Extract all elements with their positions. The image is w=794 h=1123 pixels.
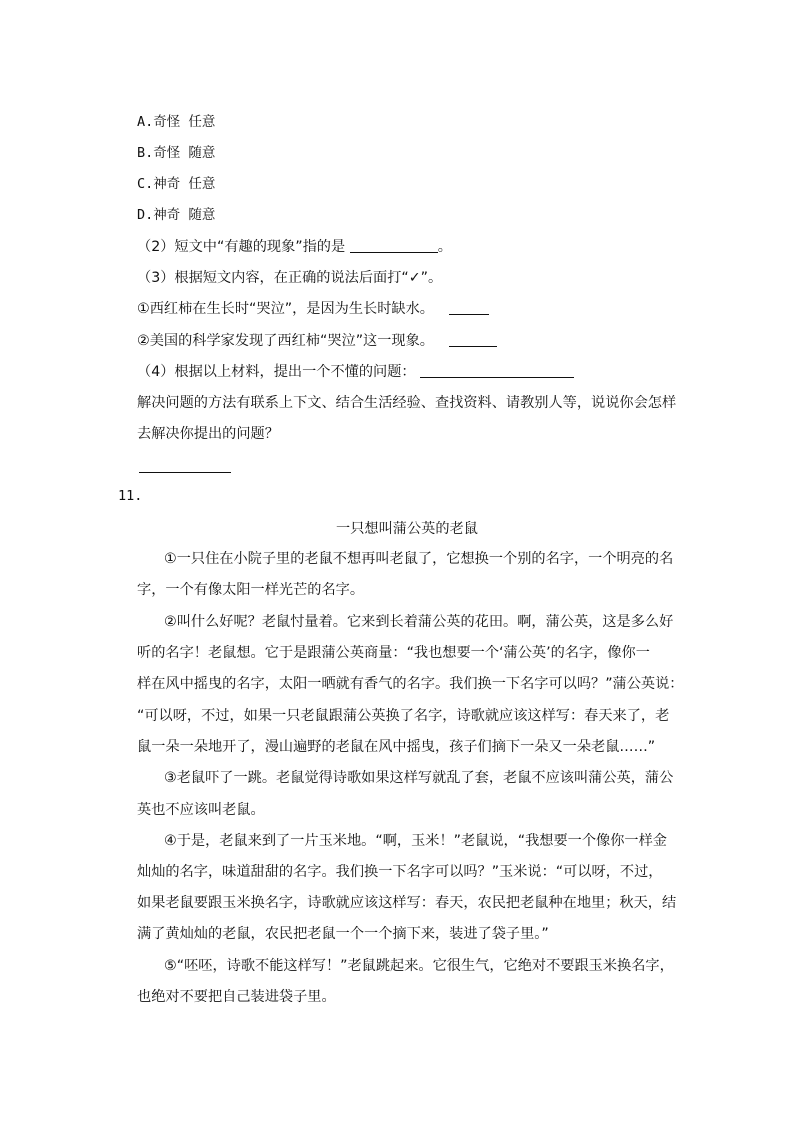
statement-text: ②美国的科学家发现了西红柿“哭泣”这一现象。	[137, 333, 434, 349]
passage-line: ⑤“呸呸，诗歌不能这样写！”老鼠跳起来。它很生气，它绝对不要跟玉米换名字，	[164, 958, 674, 974]
question-4-prompt-line-1: 解决问题的方法有联系上下文、结合生活经验、查找资料、请教别人等，说说你会怎样	[137, 395, 677, 411]
passage-line: 满了黄灿灿的老鼠，农民把老鼠一个一个摘下来，装进了袋子里。”	[137, 926, 549, 942]
statement-text: ①西红柿在生长时“哭泣”，是因为生长时缺水。	[137, 301, 434, 317]
passage-line: ④于是，老鼠来到了一片玉米地。“啊，玉米！”老鼠说，“我想要一个像你一样金	[164, 833, 667, 849]
passage-title: 一只想叫蒲公英的老鼠	[336, 521, 478, 537]
option-c	[137, 174, 215, 194]
passage-line: “可以呀，不过，如果一只老鼠跟蒲公英换了名字，诗歌就应该这样写：春天来了，老	[137, 708, 670, 724]
passage-line: 字，一个有像太阳一样光芒的名字。	[137, 582, 365, 598]
passage-line: 灿灿的名字，味道甜甜的名字。我们换一下名字可以吗？”玉米说：“可以呀，不过，	[137, 864, 663, 880]
passage-line: 也绝对不要把自己装进袋子里。	[137, 989, 336, 1005]
question-4-text: （4）根据以上材料，提出一个不懂的问题：	[137, 364, 416, 380]
answer-blank[interactable]	[449, 300, 489, 315]
question-3-item-2	[137, 331, 497, 351]
question-2	[137, 237, 452, 257]
question-number: 11.	[118, 488, 143, 504]
question-3-item-1	[137, 299, 489, 319]
passage-line: ②叫什么好呢？老鼠忖量着。它来到长着蒲公英的花田。啊，蒲公英，这是多么好	[164, 614, 674, 630]
question-4	[137, 362, 574, 382]
option-a	[137, 112, 215, 132]
passage-line: ③老鼠吓了一跳。老鼠觉得诗歌如果这样写就乱了套，老鼠不应该叫蒲公英，蒲公	[164, 770, 674, 786]
answer-blank[interactable]	[420, 363, 574, 378]
question-3: （3）根据短文内容，在正确的说法后面打“✓”。	[137, 270, 443, 286]
option-text: 神奇 任意	[153, 176, 216, 192]
question-4-prompt-line-2: 去解决你提出的问题？	[137, 426, 279, 442]
option-text: 奇怪 随意	[153, 145, 216, 161]
question-2-text: （2）短文中“有趣的现象”指的是	[137, 239, 346, 255]
passage-line: 鼠一朵一朵地开了，漫山遍野的老鼠在风中摇曳，孩子们摘下一朵又一朵老鼠……”	[137, 739, 656, 755]
answer-blank[interactable]	[449, 332, 497, 347]
option-text: 神奇 随意	[153, 207, 216, 223]
option-text: 奇怪 任意	[153, 114, 216, 130]
passage-line: ①一只住在小院子里的老鼠不想再叫老鼠了，它想换一个别的名字，一个明亮的名	[164, 551, 674, 567]
option-letter: C.	[137, 176, 154, 192]
option-d	[137, 205, 215, 225]
answer-blank[interactable]	[350, 238, 438, 253]
option-letter: D.	[137, 207, 154, 223]
option-letter: B.	[137, 145, 154, 161]
question-2-end: 。	[437, 239, 452, 255]
option-letter: A.	[137, 114, 154, 130]
passage-line: 如果老鼠要跟玉米换名字，诗歌就应该这样写：春天，农民把老鼠种在地里；秋天，结	[137, 895, 677, 911]
option-b	[137, 143, 215, 163]
passage-line: 英也不应该叫老鼠。	[137, 802, 265, 818]
passage-line: 听的名字！老鼠想。它于是跟蒲公英商量：“我也想要一个‘蒲公英’的名字，像你一	[137, 645, 650, 661]
answer-line[interactable]	[139, 472, 231, 473]
passage-line: 样在风中摇曳的名字，太阳一晒就有香气的名字。我们换一下名字可以吗？”蒲公英说：	[137, 676, 684, 692]
